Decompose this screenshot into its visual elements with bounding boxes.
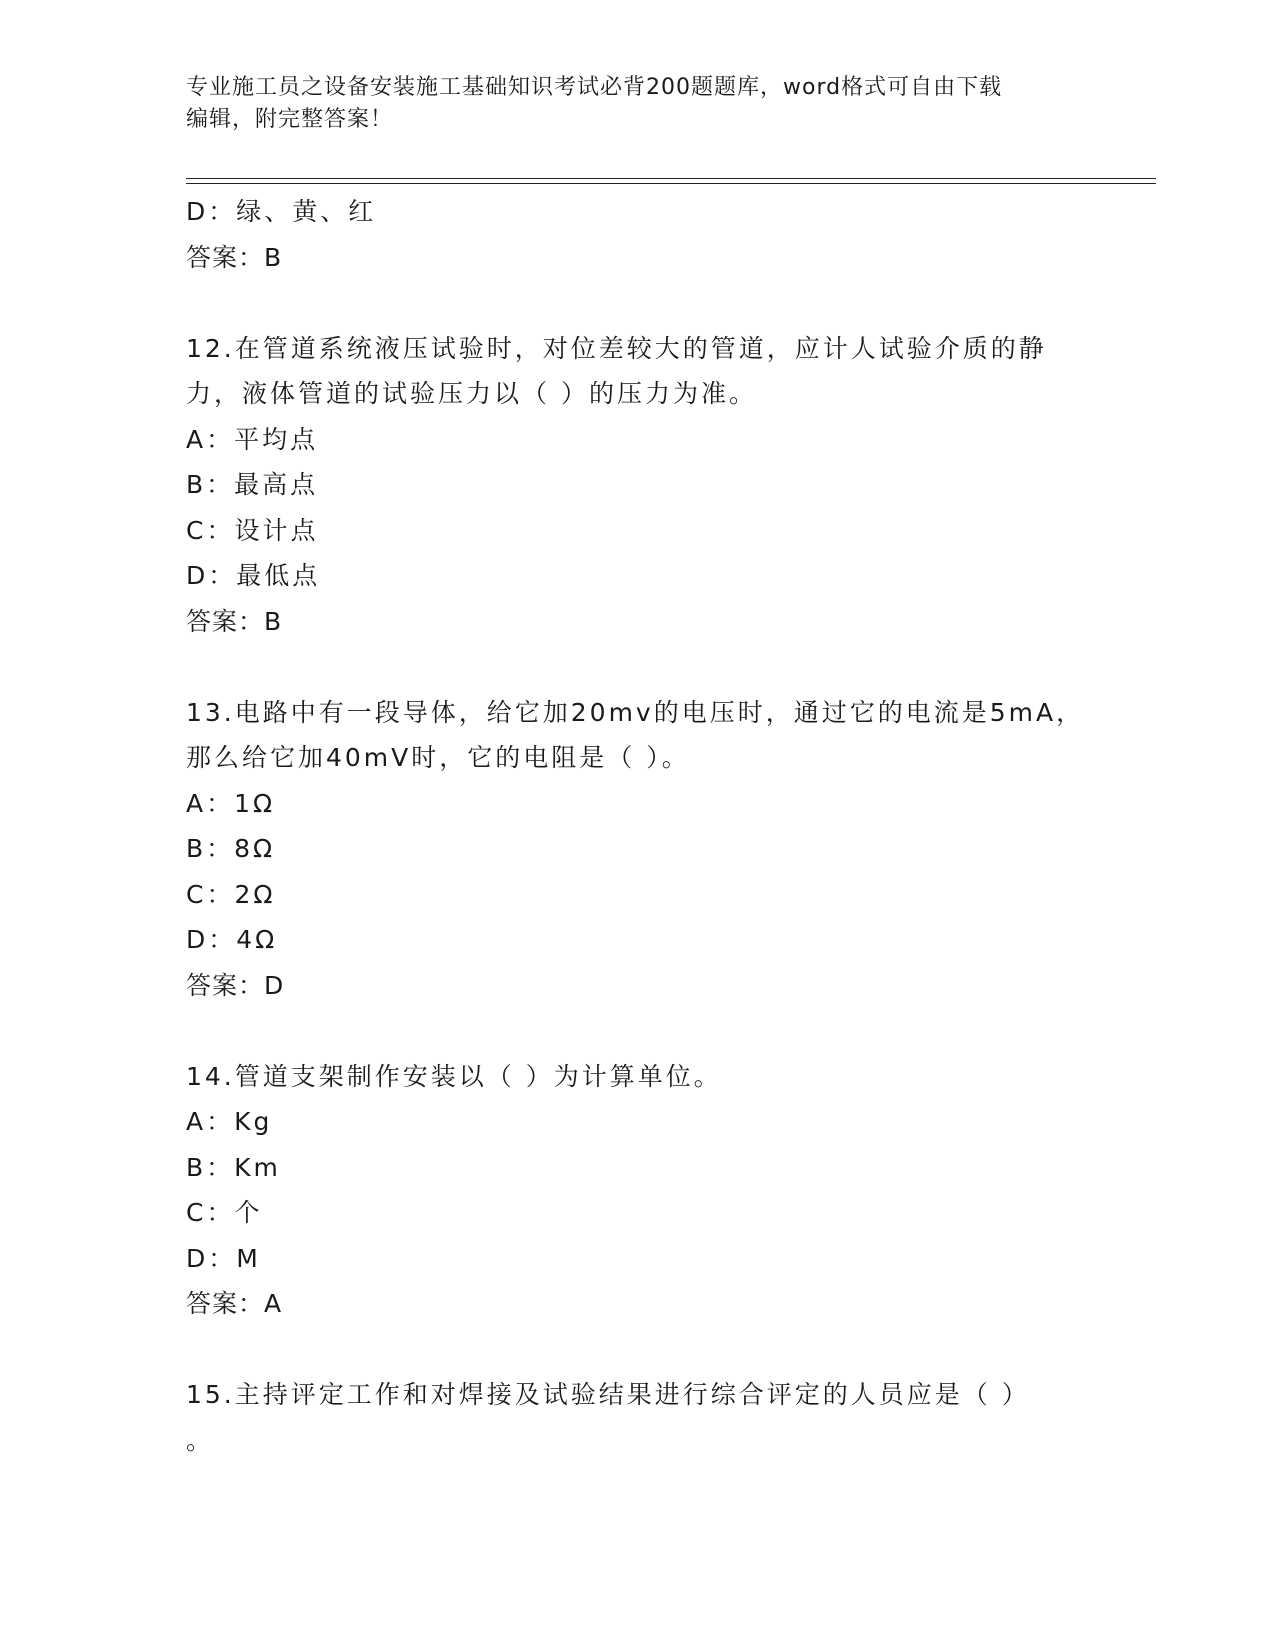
answer: 答案：B bbox=[186, 242, 283, 272]
header-divider-bottom bbox=[186, 183, 1156, 184]
answer: 答案：A bbox=[186, 1289, 283, 1318]
question-list bbox=[186, 189, 1086, 1463]
option-c: C：个 bbox=[186, 1198, 263, 1227]
question-11-tail bbox=[186, 189, 1086, 280]
option-a: A：平均点 bbox=[186, 424, 319, 454]
option-b: B：8Ω bbox=[186, 834, 276, 863]
question-stem: 12.在管道系统液压试验时，对位差较大的管道，应计人试验介质的静 bbox=[186, 333, 1047, 363]
question-13 bbox=[186, 690, 1086, 1009]
question-15 bbox=[186, 1372, 1086, 1463]
option-a: A：1Ω bbox=[186, 788, 276, 818]
question-stem: 那么给它加40mV时，它的电阻是（ ）。 bbox=[186, 743, 690, 772]
option-d: D：4Ω bbox=[186, 925, 278, 954]
header-title-line-2: 编辑，附完整答案！ bbox=[186, 107, 394, 132]
option-a: A：Kg bbox=[186, 1107, 273, 1136]
question-12 bbox=[186, 326, 1086, 645]
answer: 答案：B bbox=[186, 606, 283, 636]
option-d: D：最低点 bbox=[186, 561, 321, 590]
question-stem: 14.管道支架制作安装以（ ）为计算单位。 bbox=[186, 1061, 722, 1091]
header-title-line-1: 专业施工员之设备安装施工基础知识考试必背200题题库，word格式可自由下载 bbox=[186, 75, 1003, 100]
option-d: D：M bbox=[186, 1243, 261, 1273]
option-b: B：最高点 bbox=[186, 470, 319, 499]
header-divider-top bbox=[186, 178, 1156, 179]
option-b: B：Km bbox=[186, 1152, 281, 1182]
question-stem: 15.主持评定工作和对焊接及试验结果进行综合评定的人员应是（ ） bbox=[186, 1380, 1030, 1409]
question-stem: 。 bbox=[186, 1425, 215, 1455]
question-stem: 力，液体管道的试验压力以（ ）的压力为准。 bbox=[186, 379, 757, 408]
question-14 bbox=[186, 1054, 1086, 1327]
option-c: C：2Ω bbox=[186, 879, 276, 909]
document-header bbox=[186, 72, 1086, 136]
answer: 答案：D bbox=[186, 970, 285, 1000]
question-stem: 13.电路中有一段导体，给它加20mv的电压时，通过它的电流是5mA， bbox=[186, 697, 1085, 727]
option-d: D：绿、黄、红 bbox=[186, 197, 377, 226]
option-c: C：设计点 bbox=[186, 515, 319, 545]
